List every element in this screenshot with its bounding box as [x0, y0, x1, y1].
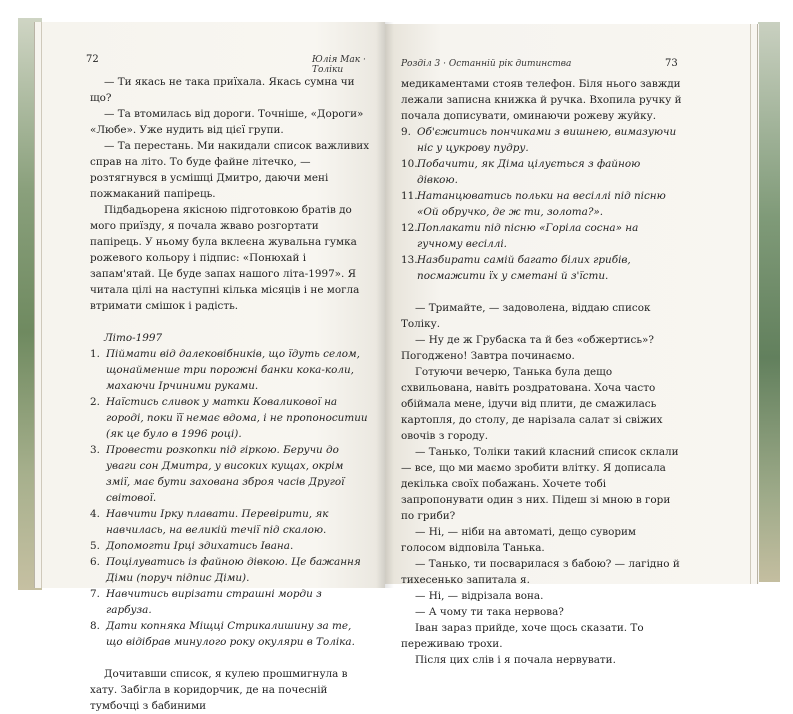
- paragraph: — Танько, Толіки такий класний список склали — все, що ми маємо зробити влітку. Я дописала декілька своїх побажань. Хочете тобі запропонувати один з них. Підеш зі мною в гори по гриби?: [401, 446, 679, 522]
- left-page: [34, 22, 385, 712]
- list-item: 4. Навчити Ірку плавати. Перевірити, як навчилась, на великій течії під скалою.: [90, 508, 329, 536]
- paragraph: Готуючи вечерю, Танька була дещо схвильована, навіть роздратована. Хоча часто обіймала мене, ідучи від плити, де смажилась картопля, до столу, де нарізала салат зі свіжих овочів з городу.: [401, 366, 663, 442]
- list-item: 2. Наїстись сливок у матки Коваликової на городі, поки її немає вдома, і не пропоноситии (як це було в 1996 році).: [90, 396, 368, 440]
- running-header-right: Розділ 3 · Останній рік дитинства: [401, 59, 572, 69]
- list-item: 5. Допомогти Ірці здихатись Івана.: [90, 540, 294, 552]
- book-gutter: [376, 22, 394, 588]
- paragraph: — Ні, — ніби на автоматі, дещо суворим голосом відповіла Танька.: [401, 526, 636, 554]
- paragraph: Після цих слів і я почала нервувати.: [415, 654, 616, 666]
- paragraph: — А чому ти така нервова?: [415, 606, 564, 618]
- list-item: 6. Поцілуватись із файною дівкою. Це бажання Діми (поруч підпис Діми).: [90, 556, 361, 584]
- paragraph: — Тримайте, — задоволена, віддаю список Толіку.: [401, 302, 651, 330]
- list-item: 9. Об'єжитись пончиками з вишнею, вимазуючи ніс у цукрову пудру.: [401, 126, 677, 154]
- paragraph: — Та перестань. Ми накидали список важливих справ на літо. То буде файне літечко, — розтягнувся в усмішці Дмитро, даючи мені пожмаканий папірець.: [90, 140, 370, 200]
- paragraph: — Та втомилась від дороги. Точніше, «Дороги» «Любе». Уже нудить від цієї групи.: [90, 108, 364, 136]
- list-item: 8. Дати копняка Міщці Стрикалишину за те, що відібрав минулого року окуляри в Толіка.: [90, 620, 355, 648]
- list-item: 1. Піймати від далековібників, що їдуть селом, щонайменше три порожні банки кока-коли, махаючи Ірчиними руками.: [90, 348, 360, 392]
- paragraph: Підбадьорена якісною підготовкою братів до мого приїзду, я почала жваво розгортати папірець. У ньому була вклеєна жувальна гумка рожевого кольору і підпис: «Понюхай і запам'ятай. Це буде запах нашого літа-1997». Я читала цілі на наступні кілька місяців і не могла втримати смішок і радість.: [90, 204, 360, 312]
- right-page: [385, 24, 759, 666]
- page-edges-left: [34, 22, 42, 588]
- paragraph: — Ну де ж Грубаска та й без «обжертись»? Погоджено! Завтра починаємо.: [401, 334, 654, 362]
- list-item: 13. Назбирати самій багато білих грибів, посмажити їх у сметані й з'їсти.: [401, 254, 631, 282]
- page-edges-right: [750, 24, 758, 584]
- paragraph: — Ні, — відрізала вона.: [415, 590, 544, 602]
- left-page-body: [90, 74, 370, 714]
- paragraph: — Ти якась не така приїхала. Якась сумна чи що?: [90, 76, 355, 104]
- list-item: 7. Навчитись вирізати страшні морди з гарбуза.: [90, 588, 322, 616]
- list-title: Літо-1997: [104, 332, 163, 344]
- running-header-left: Юлія Мак · Толіки: [312, 55, 366, 75]
- summer-list: [90, 346, 370, 650]
- page-number-right: 73: [665, 58, 678, 69]
- book-cover-right-edge: [758, 22, 780, 582]
- list-item: 3. Провести розкопки під гіркою. Беручи до уваги сон Дмитра, у високих кущах, окрім змії, має бути захована зброя часів Другої світової.: [90, 444, 345, 504]
- list-item: 12. Поплакати під пісню «Горіла сосна» на гучному весіллі.: [401, 222, 639, 250]
- right-page-body: [401, 76, 683, 668]
- summer-list-continued: [401, 124, 683, 284]
- paragraph: Іван зараз прийде, хоче щось сказати. То переживаю трохи.: [401, 622, 644, 650]
- paragraph: Дочитавши список, я кулею прошмигнула в хату. Забігла в коридорчик, де на почесній тумбочці з бабиними: [90, 668, 348, 712]
- paragraph: медикаментами стояв телефон. Біля нього завжди лежали записна книжка й ручка. Вхопила ручку й почала дописувати, оминаючи рожеву жуйку.: [401, 78, 682, 122]
- paragraph: — Танько, ти посварилася з бабою? — лагідно й тихесенько запитала я.: [401, 558, 680, 586]
- list-item: 10. Побачити, як Діма цілується з файною дівкою.: [401, 158, 641, 186]
- page-number-left: 72: [86, 54, 99, 65]
- list-item: 11. Натанцюватись польки на весіллі під пісню «Ой обручко, де ж ти, золота?».: [401, 190, 666, 218]
